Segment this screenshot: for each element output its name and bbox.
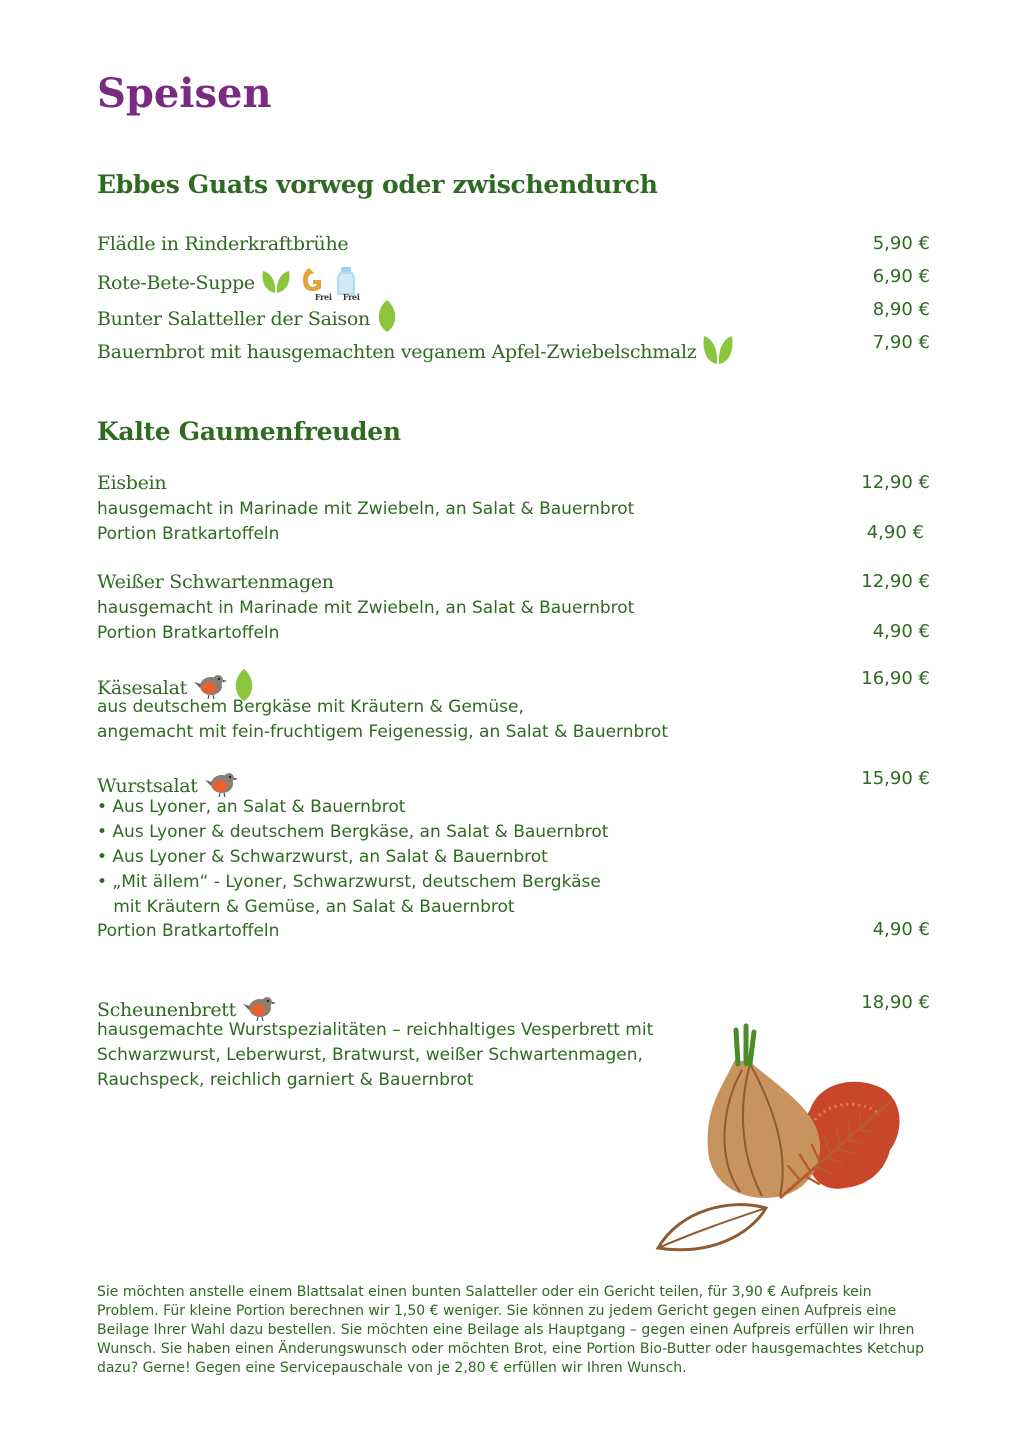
section-heading-starters: Ebbes Guats vorweg oder zwischendurch bbox=[97, 170, 658, 199]
item-price: 18,90 € bbox=[861, 992, 930, 1013]
menu-extra bbox=[97, 621, 930, 653]
item-description: hausgemacht in Marinade mit Zwiebeln, an Salat & Bauernbrot bbox=[97, 598, 635, 618]
section-heading-cold: Kalte Gaumenfreuden bbox=[97, 417, 401, 446]
item-name: Bauernbrot mit hausgemachten veganem Apfel-Zwiebelschmalz bbox=[97, 332, 734, 371]
menu-extra bbox=[97, 919, 930, 951]
onion-illustration bbox=[650, 1020, 910, 1264]
item-description: Rauchspeck, reichlich garniert & Bauernbrot bbox=[97, 1070, 474, 1090]
item-price: 12,90 € bbox=[861, 571, 930, 592]
item-name: Eisbein bbox=[97, 472, 167, 494]
lactose-free-icon bbox=[335, 266, 361, 300]
item-description: angemacht mit fein-fruchtigem Feigenessig, an Salat & Bauernbrot bbox=[97, 722, 668, 742]
item-name: Scheunenbrett bbox=[97, 992, 276, 1027]
item-price: 6,90 € bbox=[872, 266, 930, 287]
item-description: hausgemacht in Marinade mit Zwiebeln, an Salat & Bauernbrot bbox=[97, 499, 635, 519]
item-name: Weißer Schwartenmagen bbox=[97, 571, 334, 593]
item-description: Schwarzwurst, Leberwurst, Bratwurst, weißer Schwartenmagen, bbox=[97, 1045, 643, 1065]
item-price: 8,90 € bbox=[872, 299, 930, 320]
extra-name: Portion Bratkartoffeln bbox=[97, 524, 280, 544]
extra-price: 4,90 € bbox=[872, 919, 930, 940]
item-price: 15,90 € bbox=[861, 768, 930, 789]
item-option: • Aus Lyoner, an Salat & Bauernbrot bbox=[97, 797, 406, 817]
gluten-free-icon bbox=[297, 266, 332, 302]
extra-price: 4,90 € bbox=[866, 522, 924, 543]
item-price: 16,90 € bbox=[861, 668, 930, 689]
item-option: • Aus Lyoner & Schwarzwurst, an Salat & Bauernbrot bbox=[97, 847, 548, 867]
item-name: Rote-Bete-Suppe Frei Frei bbox=[97, 266, 361, 300]
item-name: Bunter Salatteller der Saison bbox=[97, 299, 398, 338]
footer-note: Sie möchten anstelle einem Blattsalat einen bunten Salatteller oder ein Gericht teilen, für 3,90 € Aufpreis kein Problem. Für kleine Portion berechnen wir 1,50 € weniger. Sie können zu jedem Gericht gegen einen Aufpreis eine Beilage Ihrer Wahl dazu bestellen. Sie möchten eine Beilage als Hauptgang – gegen einen Aufpreis erfüllen wir Ihren Wunsch. Sie haben einen Änderungswunsch oder möchten Brot, eine Portion Bio-Butter oder hausgemachtes Ketchup dazu? Gerne! Gegen eine Servicepauschale von je 2,80 € erfüllen wir Ihren Wunsch. bbox=[97, 1284, 924, 1376]
item-option: mit Kräutern & Gemüse, an Salat & Bauernbrot bbox=[97, 897, 515, 917]
item-price: 7,90 € bbox=[872, 332, 930, 353]
menu-item bbox=[97, 299, 930, 331]
page-title: Speisen bbox=[97, 70, 272, 117]
item-price: 12,90 € bbox=[861, 472, 930, 493]
item-name: Wurstsalat bbox=[97, 768, 238, 803]
item-name: Flädle in Rinderkraftbrühe bbox=[97, 233, 349, 255]
gluten-free-label: Frei bbox=[314, 292, 332, 302]
item-description: hausgemachte Wurstspezialitäten – reichhaltiges Vesperbrett mit bbox=[97, 1020, 654, 1040]
menu-item bbox=[97, 233, 930, 265]
item-description: aus deutschem Bergkäse mit Kräutern & Gemüse, bbox=[97, 697, 524, 717]
extra-name: Portion Bratkartoffeln bbox=[97, 921, 280, 941]
menu-extra bbox=[97, 522, 930, 554]
leaf-icon bbox=[261, 267, 291, 300]
menu-item bbox=[97, 266, 930, 302]
lactose-free-label: Frei bbox=[342, 292, 360, 302]
menu-item bbox=[97, 332, 930, 364]
leaf-icon bbox=[702, 332, 734, 371]
extra-price: 4,90 € bbox=[872, 621, 930, 642]
item-option: • „Mit ällem“ - Lyoner, Schwarzwurst, deutschem Bergkäse bbox=[97, 872, 601, 892]
extra-name: Portion Bratkartoffeln bbox=[97, 623, 280, 643]
item-name: Käsesalat bbox=[97, 668, 255, 707]
item-option: • Aus Lyoner & deutschem Bergkäse, an Salat & Bauernbrot bbox=[97, 822, 609, 842]
item-price: 5,90 € bbox=[872, 233, 930, 254]
